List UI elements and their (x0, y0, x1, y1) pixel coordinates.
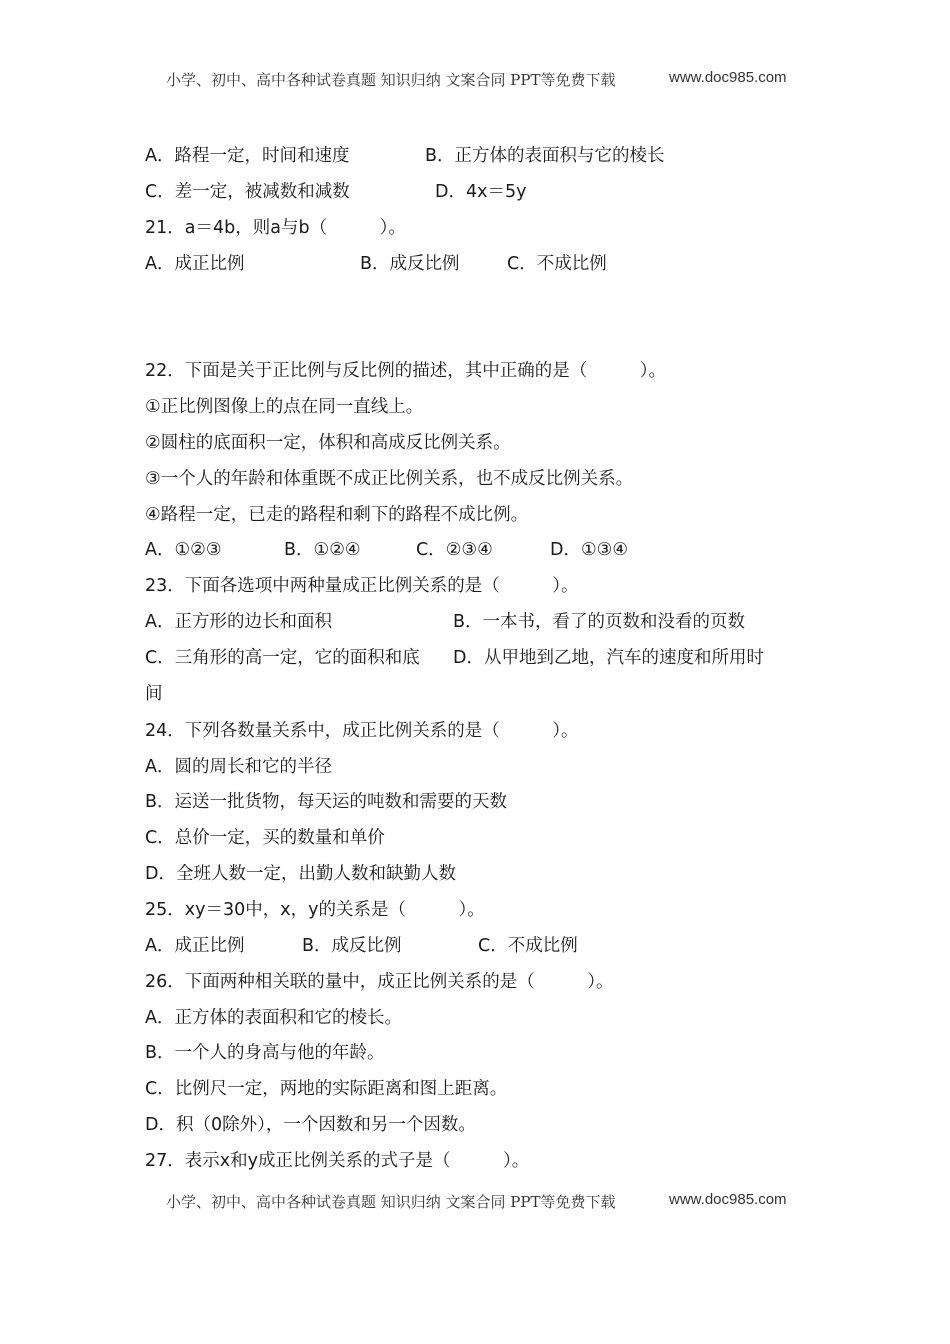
q26-option-a: A．正方体的表面积和它的棱长。 (145, 1008, 402, 1028)
q22-stem: 22．下面是关于正比例与反比例的描述，其中正确的是（ ）。 (145, 361, 667, 381)
q26-option-c: C．比例尺一定，两地的实际距离和图上距离。 (145, 1079, 508, 1099)
q27-stem: 27．表示x和y成正比例关系的式子是（ ）。 (145, 1151, 530, 1171)
q20-option-c: C．差一定，被减数和减数 (145, 182, 350, 202)
q23-option-d-continued: 间 (145, 684, 163, 704)
q26-option-b: B．一个人的身高与他的年龄。 (145, 1043, 385, 1063)
q24-option-b: B．运送一批货物，每天运的吨数和需要的天数 (145, 792, 508, 812)
q23-option-c: C．三角形的高一定，它的面积和底 (145, 648, 420, 668)
q23-option-d: D．从甲地到乙地，汽车的速度和所用时 (453, 648, 764, 668)
q26-stem: 26．下面两种相关联的量中，成正比例关系的是（ ）。 (145, 972, 614, 992)
q23-option-a: A．正方形的边长和面积 (145, 612, 332, 632)
page-footer (0, 1191, 950, 1215)
q23-stem: 23．下面各选项中两种量成正比例关系的是（ ）。 (145, 576, 579, 596)
q20-option-d: D．4x＝5y (435, 182, 527, 202)
q24-option-d: D．全班人数一定，出勤人数和缺勤人数 (145, 864, 456, 884)
q25-option-b: B．成反比例 (302, 936, 402, 956)
q23-option-b: B．一本书，看了的页数和没看的页数 (453, 612, 746, 632)
q22-statement-3: ③一个人的年龄和体重既不成正比例关系，也不成反比例关系。 (145, 469, 634, 489)
q25-option-c: C．不成比例 (478, 936, 578, 956)
footer-text: 小学、初中、高中各种试卷真题 知识归纳 文案合同 PPT等免费下载 (166, 1193, 616, 1211)
q21-option-a: A．成正比例 (145, 254, 245, 274)
header-url[interactable]: www.doc985.com (669, 69, 787, 86)
q22-option-a: A．①②③ (145, 540, 222, 560)
footer-url[interactable]: www.doc985.com (669, 1191, 787, 1208)
q22-statement-1: ①正比例图像上的点在同一直线上。 (145, 397, 424, 417)
q22-option-b: B．①②④ (284, 540, 361, 560)
q22-statement-2: ②圆柱的底面积一定，体积和高成反比例关系。 (145, 433, 511, 453)
q21-option-b: B．成反比例 (360, 254, 460, 274)
q24-option-c: C．总价一定，买的数量和单价 (145, 828, 385, 848)
q25-option-a: A．成正比例 (145, 936, 245, 956)
header-text: 小学、初中、高中各种试卷真题 知识归纳 文案合同 PPT等免费下载 (166, 71, 616, 89)
q24-stem: 24．下列各数量关系中，成正比例关系的是（ ）。 (145, 721, 579, 741)
q20-option-b: B．正方体的表面积与它的棱长 (425, 146, 665, 166)
q22-option-d: D．①③④ (550, 540, 629, 560)
q26-option-d: D．积（0除外），一个因数和另一个因数。 (145, 1115, 476, 1135)
q24-option-a: A．圆的周长和它的半径 (145, 757, 332, 777)
page-header (0, 69, 950, 93)
q22-statement-4: ④路程一定，已走的路程和剩下的路程不成比例。 (145, 505, 529, 525)
q25-stem: 25．xy＝30中，x，y的关系是（ ）。 (145, 900, 485, 920)
q22-option-c: C．②③④ (416, 540, 493, 560)
q21-stem: 21．a＝4b，则a与b（ ）。 (145, 218, 406, 238)
q20-option-a: A．路程一定，时间和速度 (145, 146, 350, 166)
q21-option-c: C．不成比例 (507, 254, 607, 274)
